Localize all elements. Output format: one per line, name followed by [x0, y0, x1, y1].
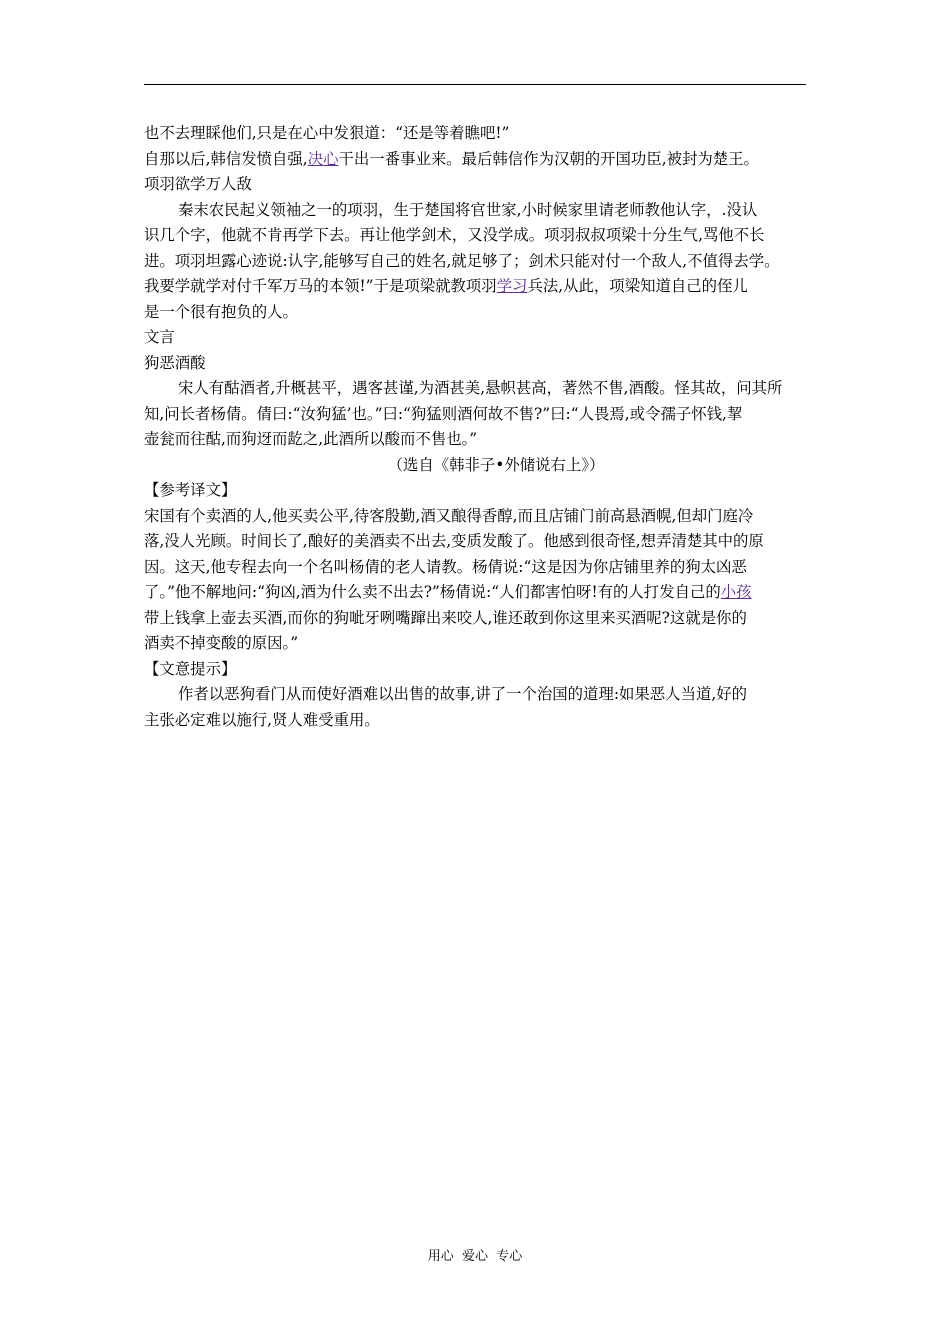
text-segment: 自那以后,韩信发愤自强, [144, 149, 308, 168]
text-segment: 了。”他不解地问:“狗凶,酒为什么卖不出去?”杨倩说:“人们都害怕呀!有的人打发自己的 [144, 583, 721, 601]
text-line: 也不去理睬他们,只是在心中发狠道：“还是等着瞧吧!” [144, 124, 510, 142]
text-line: 是一个很有抱负的人。 [144, 302, 298, 321]
section-label: 文言 [144, 328, 175, 346]
text-line: 带上钱拿上壶去买酒,而你的狗呲牙咧嘴蹿出来咬人,谁还敢到你这里来买酒呢?这就是你的 [144, 608, 747, 627]
text-line: 识几个字，他就不肯再学下去。再让他学剑术，又没学成。项羽叔叔项梁十分生气,骂他不长 [144, 226, 765, 244]
text-segment: 我要学就学对付千军万马的本领!”于是项梁就教项羽 [144, 277, 497, 295]
text-line [144, 274, 808, 300]
text-segment: 干出一番事业来。最后韩信作为汉朝的开国功臣,被封为楚王。 [338, 149, 759, 168]
story-title: 狗恶酒酸 [144, 353, 206, 372]
text-line: 进。项羽坦露心迹说:认字,能够写自己的姓名,就足够了；剑术只能对付一个敌人,不值得去学。 [144, 251, 780, 270]
text-line: 壶瓮而往酤,而狗迓而龁之,此酒所以酸而不售也。” [144, 430, 478, 448]
text-segment: 兵法,从此，项梁知道自己的侄儿 [527, 277, 748, 295]
text-line: 作者以恶狗看门从而使好酒难以出售的故事,讲了一个治国的道理:如果恶人当道,好的 [178, 685, 748, 703]
text-line: 落,没人光顾。时间长了,酿好的美酒卖不出去,变质发酸了。他感到很奇怪,想弄清楚其中的原 [144, 532, 764, 550]
link-xuexi[interactable]: 学习 [496, 277, 528, 295]
text-line [144, 147, 808, 173]
link-juexin[interactable]: 决心 [307, 149, 339, 168]
source-citation: （选自《韩非子•外储说右上》） [387, 455, 605, 474]
section-heading: 【参考译文】 [144, 481, 237, 499]
text-line: 宋国有个卖酒的人,他买卖公平,待客殷勤,酒又酿得香醇,而且店铺门前高悬酒幌,但却门庭冷 [144, 506, 754, 525]
text-line: 宋人有酤酒者,升概甚平，遇客甚谨,为酒甚美,悬帜甚高，著然不售,酒酸。怪其故，问其所 [178, 379, 783, 397]
link-xiaohai[interactable]: 小孩 [720, 583, 752, 601]
text-line: 因。这天,他专程去向一个名叫杨倩的老人请教。杨倩说:“这是因为你店铺里养的狗太凶恶 [144, 557, 747, 576]
text-line [144, 580, 808, 606]
header-rule [144, 84, 806, 85]
page-footer: 用心 爱心 专心 [427, 1249, 523, 1264]
text-line: 酒卖不掉变酸的原因。” [144, 634, 299, 652]
text-line: 秦末农民起义领袖之一的项羽，生于楚国将官世家,小时候家里请老师教他认字，.没认 [178, 200, 758, 219]
document-body [144, 121, 808, 733]
text-line: 主张必定难以施行,贤人难受重用。 [144, 710, 380, 729]
section-heading: 【文意提示】 [144, 659, 237, 678]
text-line: 知,问长者杨倩。倩曰:“汝狗猛’也。”曰:“狗猛则酒何故不售?”曰:“人畏焉,或令孺子怀钱,挈 [144, 404, 743, 423]
story-title: 项羽欲学万人敌 [144, 175, 252, 193]
